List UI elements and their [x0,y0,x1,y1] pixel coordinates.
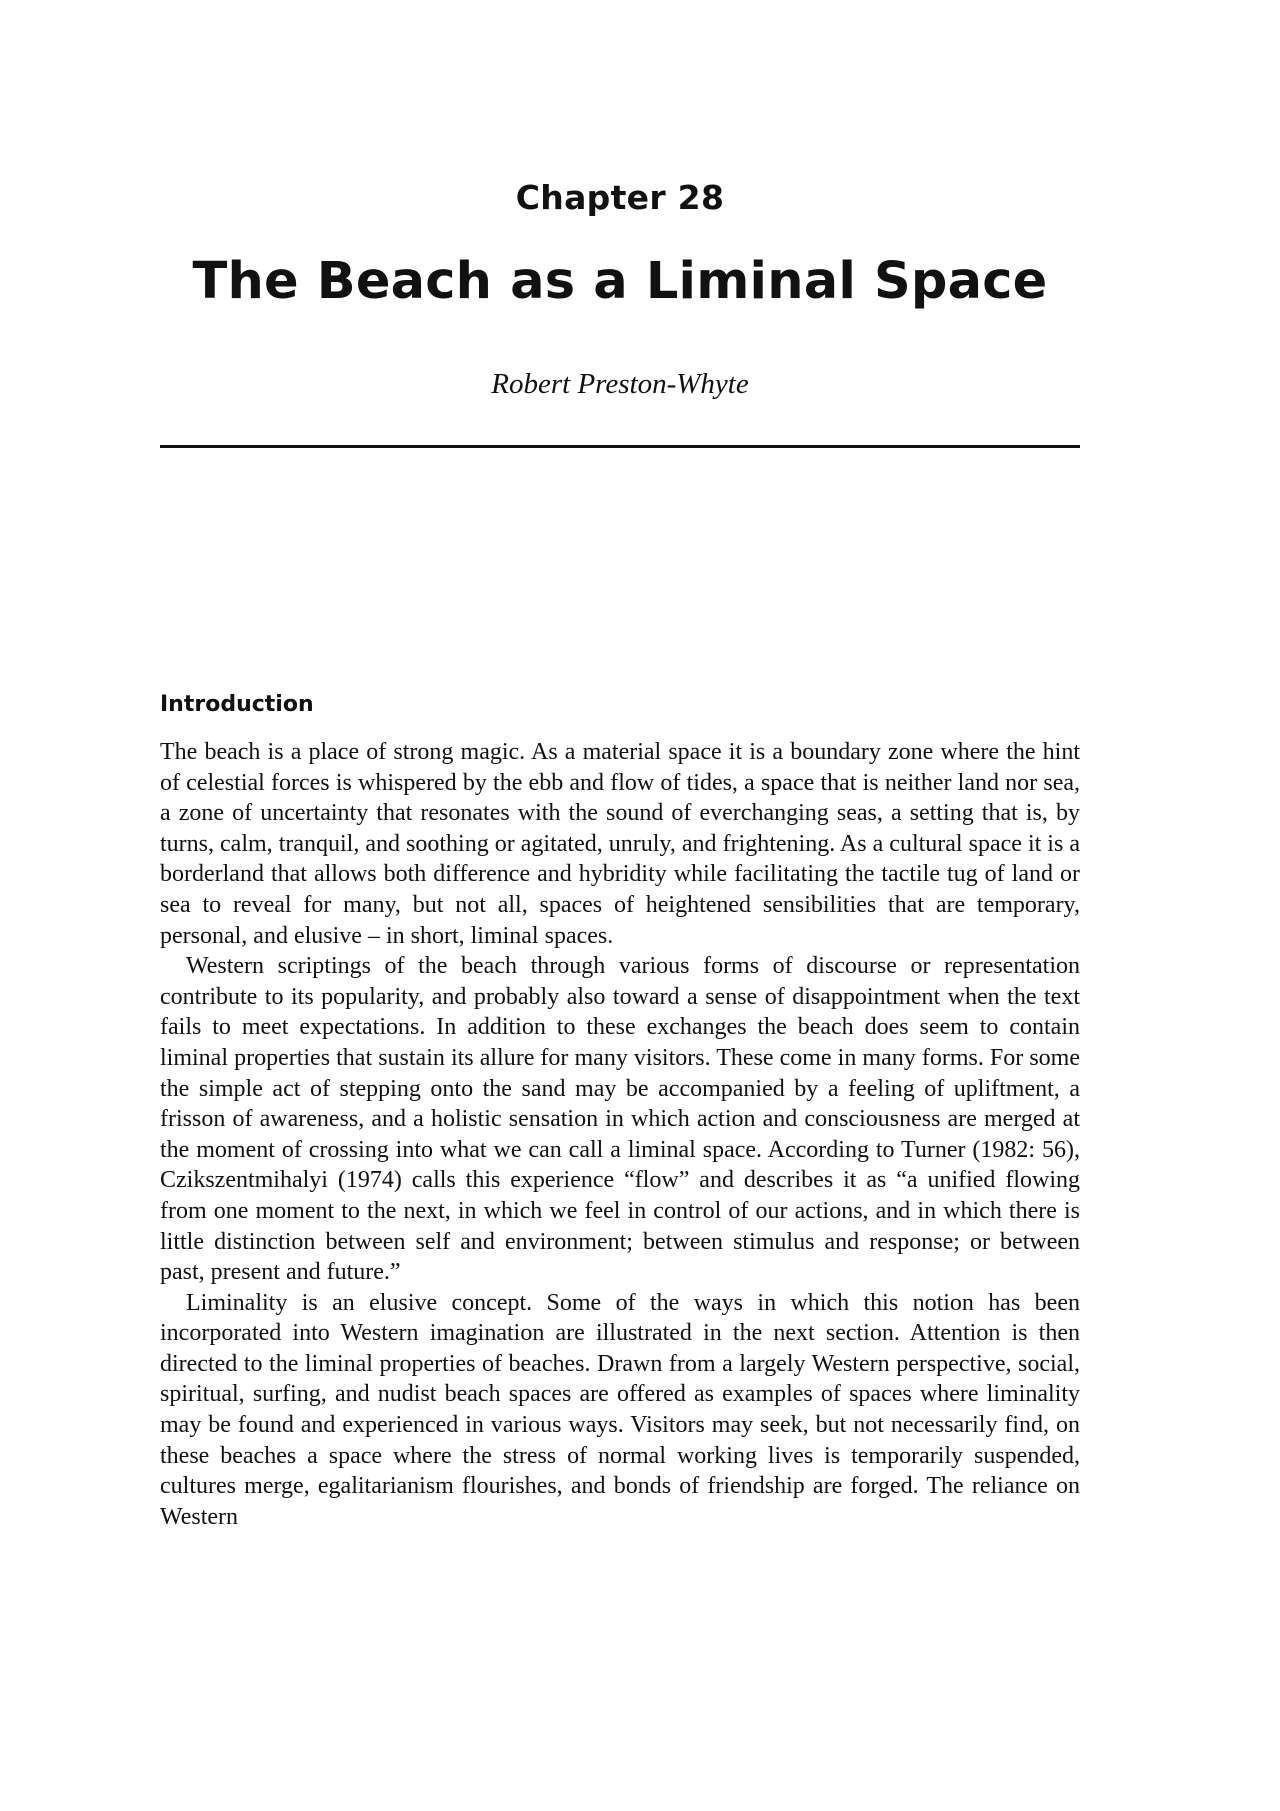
paragraph-2: Western scriptings of the beach through various forms of discourse or representation contribute to its popularity, and probably also toward a sense of disappointment when the text fails to meet expectations. In addition to these exchanges the beach does seem to contain liminal properties that sustain its allure for many visitors. These come in many forms. For some the simple act of stepping onto the sand may be accompanied by a feeling of upliftment, a frisson of awareness, and a holistic sensation in which action and consciousness are merged at the moment of crossing into what we can call a liminal space. According to Turner (1982: 56), Czikszentmihalyi (1974) calls this experience “flow” and describes it as “a unified flowing from one moment to the next, in which we feel in control of our actions, and in which there is little distinction between self and environment; between stimulus and response; or between past, present and future.” [160,953,1080,1286]
chapter-title: The Beach as a Liminal Space [192,252,1048,311]
paragraph-1: The beach is a place of strong magic. As a material space it is a boundary zone where the hint of celestial forces is whispered by the ebb and flow of tides, a space that is neither land nor sea, a zone of uncertainty that resonates with the sound of everchanging seas, a setting that is, by turns, calm, tranquil, and soothing or agitated, unruly, and frightening. As a cultural space it is a borderland that allows both difference and hybridity while facilitating the tactile tug of land or sea to reveal for many, but not all, spaces of heightened sensibilities that are temporary, personal, and elusive – in short, liminal spaces. [160,739,1080,949]
paragraph-3: Liminality is an elusive concept. Some of the ways in which this notion has been incorporated into Western imagination are illustrated in the next section. Attention is then directed to the liminal properties of beaches. Drawn from a largely Western perspective, social, spiritual, surfing, and nudist beach spaces are offered as examples of spaces where liminality may be found and experienced in various ways. Visitors may seek, but not necessarily find, on these beaches a space where the stress of normal working lives is temporarily suspended, cultures merge, egalitarianism flourishes, and bonds of friendship are forged. The reliance on Western [160,1289,1080,1530]
body-text [160,737,1080,1532]
author-name: Robert Preston-Whyte [491,368,749,400]
chapter-number: Chapter 28 [515,178,725,217]
section-heading: Introduction [160,692,314,717]
book-page [160,0,1080,1811]
title-divider [160,445,1080,448]
